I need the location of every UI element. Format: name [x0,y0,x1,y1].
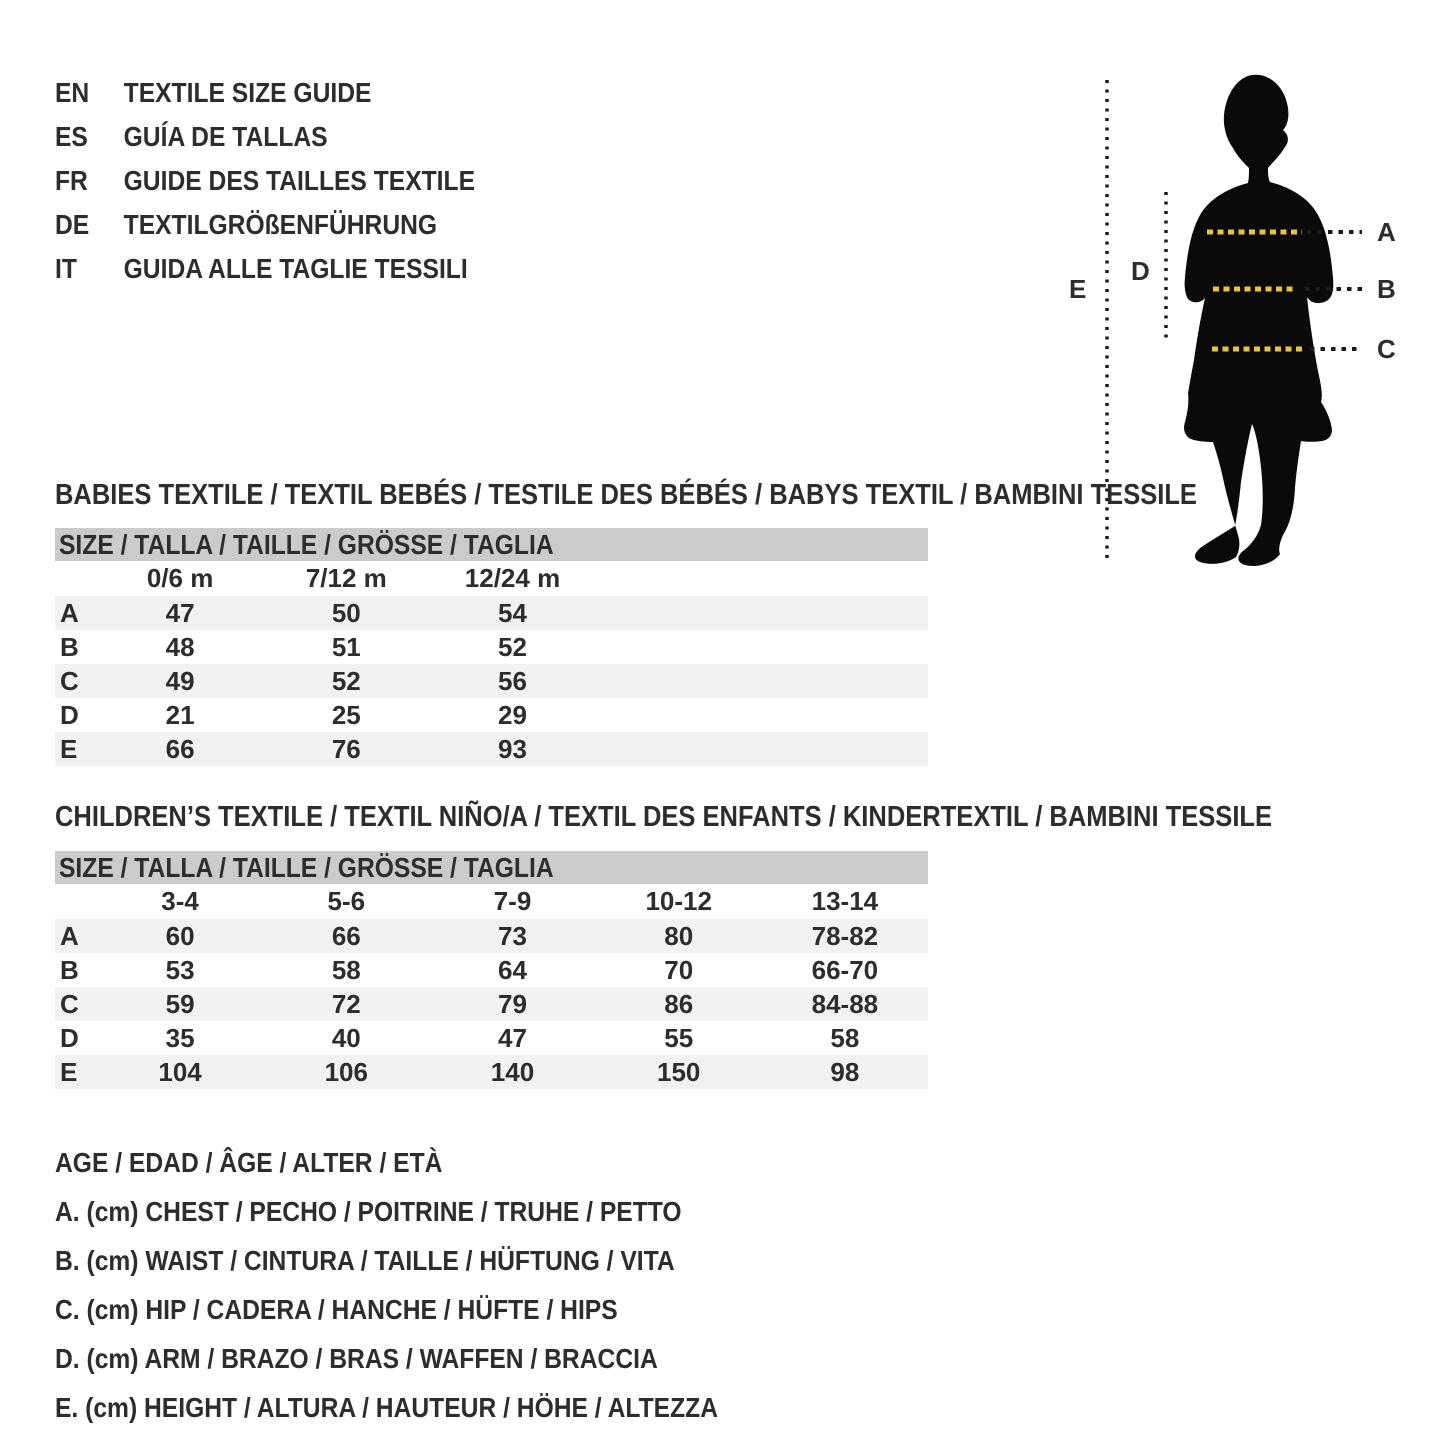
row-label: C [60,988,79,1019]
babies-size-header-text: SIZE / TALLA / TAILLE / GRÖSSE / TAGLIA [59,528,554,560]
row-label: D [60,699,79,730]
table-row [55,664,928,698]
babies-size-header-bar [55,528,928,561]
cell-value: 54 [498,597,527,628]
guide-title-fr: GUIDE DES TAILLES TEXTILE [123,165,476,196]
cell-value: 49 [165,665,195,696]
language-title-list [55,71,532,291]
table-row [55,919,928,953]
cell-value: 51 [331,631,361,662]
row-label: A [60,597,79,628]
cell-value: 79 [498,988,527,1019]
cell-value: 58 [830,1022,860,1053]
lang-row-es [55,115,475,159]
cell-value: 58 [331,954,361,985]
language-code: IT [55,253,77,284]
figure-label-e: E [1069,274,1087,304]
cell-value: 55 [664,1022,694,1053]
cell-value: 80 [664,920,694,951]
language-code: EN [55,77,90,108]
row-label: B [60,954,79,985]
row-label: C [60,665,79,696]
language-code: FR [55,165,88,196]
table-row [55,1055,928,1089]
legend-hip: C. (cm) HIP / CADERA / HANCHE / HÜFTE / HIPS [55,1293,618,1325]
lang-row-de [55,203,475,247]
cell-value: 56 [498,665,527,696]
cell-value: 98 [830,1056,860,1087]
lang-row-en [55,71,475,115]
babies-column-header-row [55,561,928,596]
cell-value: 73 [498,920,527,951]
babies-col-0-6m: 0/6 m [146,563,214,593]
language-code: ES [55,121,88,152]
cell-value: 106 [324,1056,368,1087]
table-row [55,698,928,732]
language-code: DE [55,209,90,240]
cell-value: 104 [158,1056,202,1087]
measurement-legend [55,1138,808,1432]
cell-value: 66 [165,733,195,764]
table-row [55,953,928,987]
guide-title-de: TEXTILGRÖßENFÜHRUNG [123,209,438,240]
legend-arm: D. (cm) ARM / BRAZO / BRAS / WAFFEN / BRACCIA [55,1342,658,1374]
guide-title-it: GUIDA ALLE TAGLIE TESSILI [123,253,468,284]
cell-value: 93 [498,733,527,764]
children-column-header-row [55,884,928,919]
cell-value: 47 [165,597,195,628]
cell-value: 52 [331,665,361,696]
cell-value: 70 [664,954,694,985]
children-col-7-9: 7-9 [493,886,532,916]
cell-value: 52 [498,631,527,662]
babies-col-7-12m: 7/12 m [305,563,387,593]
cell-value: 66-70 [811,954,879,985]
row-label: E [60,733,78,764]
table-row [55,596,928,630]
table-row [55,987,928,1021]
cell-value: 66 [331,920,361,951]
table-row [55,732,928,766]
babies-size-table [55,528,928,766]
cell-value: 140 [490,1056,535,1087]
cell-value: 50 [331,597,361,628]
figure-label-b: B [1377,274,1396,304]
cell-value: 25 [331,699,361,730]
babies-section-title [55,480,1353,510]
row-label: B [60,631,79,662]
legend-height: E. (cm) HEIGHT / ALTURA / HAUTEUR / HÖHE / ALTEZZA [55,1391,718,1423]
cell-value: 76 [331,733,361,764]
cell-value: 150 [657,1056,701,1087]
children-col-5-6: 5-6 [327,886,366,916]
figure-label-d: D [1131,256,1150,286]
lang-row-fr [55,159,475,203]
lang-row-it [55,247,475,291]
cell-value: 78-82 [811,920,879,951]
legend-waist: B. (cm) WAIST / CINTURA / TAILLE / HÜFTUNG / VITA [55,1244,675,1276]
table-row [55,1021,928,1055]
cell-value: 84-88 [811,988,879,1019]
children-section-title [55,802,1438,832]
children-col-3-4: 3-4 [161,886,199,916]
babies-section-title-text: BABIES TEXTILE / TEXTIL BEBÉS / TESTILE DES BÉBÉS / BABYS TEXTIL / BAMBINI TESSILE [55,479,1197,511]
children-size-header-text: SIZE / TALLA / TAILLE / GRÖSSE / TAGLIA [59,851,554,883]
children-col-10-12: 10-12 [645,886,712,916]
cell-value: 53 [165,954,195,985]
children-col-13-14: 13-14 [811,886,879,916]
row-label: E [60,1056,78,1087]
cell-value: 35 [165,1022,195,1053]
row-label: D [60,1022,79,1053]
legend-age: AGE / EDAD / ÂGE / ALTER / ETÀ [55,1146,443,1178]
guide-title-en: TEXTILE SIZE GUIDE [123,77,372,108]
cell-value: 48 [165,631,195,662]
babies-col-12-24m: 12/24 m [464,563,561,593]
table-row [55,630,928,664]
cell-value: 72 [331,988,361,1019]
children-size-table [55,851,928,1089]
children-size-header-bar [55,851,928,884]
guide-title-es: GUÍA DE TALLAS [123,121,328,152]
cell-value: 29 [498,699,527,730]
cell-value: 60 [165,920,195,951]
cell-value: 59 [165,988,195,1019]
cell-value: 21 [165,699,195,730]
children-section-title-text: CHILDREN’S TEXTILE / TEXTIL NIÑO/A / TEXTIL DES ENFANTS / KINDERTEXTIL / BAMBINI TESSILE [55,801,1273,833]
cell-value: 40 [331,1022,361,1053]
figure-label-c: C [1377,334,1396,364]
figure-label-a: A [1377,217,1396,247]
legend-chest: A. (cm) CHEST / PECHO / POITRINE / TRUHE / PETTO [55,1195,682,1227]
cell-value: 86 [664,988,694,1019]
cell-value: 47 [498,1022,527,1053]
cell-value: 64 [498,954,527,985]
row-label: A [60,920,79,951]
